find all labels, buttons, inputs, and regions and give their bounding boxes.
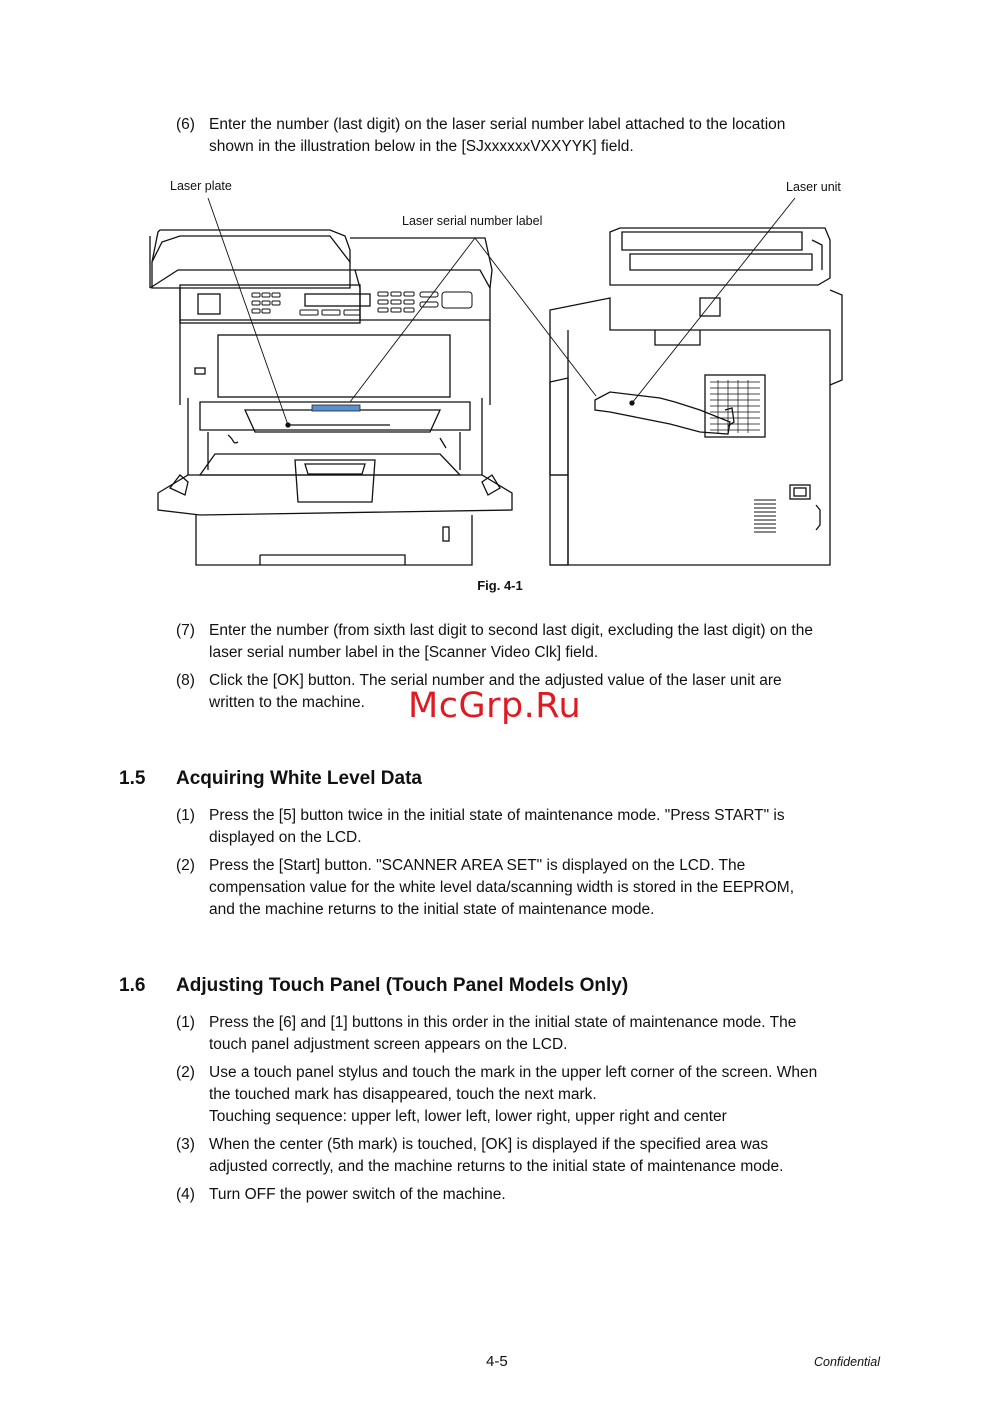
step-line: Press the [6] and [1] buttons in this order in the initial state of maintenance mode. The [209,1014,797,1031]
step-line: Use a touch panel stylus and touch the mark in the upper left corner of the screen. When [209,1064,818,1081]
step-line: laser serial number label in the [Scanner Video Clk] field. [209,644,599,661]
laser-plate-callout: Laser plate [170,179,232,193]
step-1-6-3 [176,1134,876,1178]
step-line: adjusted correctly, and the machine returns to the initial state of maintenance mode. [209,1158,784,1175]
step-number: (1) [176,807,195,824]
step-line: When the center (5th mark) is touched, [OK] is displayed if the specified area was [209,1136,769,1153]
step-line: Enter the number (last digit) on the laser serial number label attached to the location [209,116,786,133]
step-1-6-4 [176,1184,876,1206]
step-text [209,1184,876,1206]
step-text [209,114,876,158]
step-line: shown in the illustration below in the [SJxxxxxxVXXYYK] field. [209,138,634,155]
step-text [209,1062,876,1128]
step-line: Press the [5] button twice in the initial state of maintenance mode. "Press START" is [209,807,785,824]
step-number: (3) [176,1136,195,1153]
step-line: written to the machine. [209,694,365,711]
page-number: 4-5 [486,1353,508,1370]
front-view-machine [150,230,512,565]
step-line: compensation value for the white level data/scanning width is stored in the EEPROM, [209,879,795,896]
step-7 [176,620,876,664]
section-title: Acquiring White Level Data [176,768,422,789]
serial-label-callout: Laser serial number label [402,214,543,228]
step-line: touch panel adjustment screen appears on the LCD. [209,1036,568,1053]
step-1-5-2 [176,855,876,921]
step-1-5-1 [176,805,876,849]
section-title: Adjusting Touch Panel (Touch Panel Models Only) [176,975,629,996]
step-line: Press the [Start] button. "SCANNER AREA SET" is displayed on the LCD. The [209,857,746,874]
section-number: 1.6 [119,975,146,996]
step-1-6-1 [176,1012,876,1056]
step-line: Turn OFF the power switch of the machine. [209,1186,506,1203]
step-text [209,1134,876,1178]
figure-caption: Fig. 4-1 [477,578,523,593]
laser-serial-figure [140,170,860,600]
step-line: Enter the number (from sixth last digit to second last digit, excluding the last digit) on the [209,622,813,639]
step-number: (2) [176,857,195,874]
step-number: (6) [176,116,195,133]
confidential-label: Confidential [814,1355,881,1369]
section-number: 1.5 [119,768,146,789]
step-line: the touched mark has disappeared, touch the next mark. [209,1086,597,1103]
step-text [209,805,876,849]
step-line: Touching sequence: upper left, lower left, lower right, upper right and center [209,1108,727,1125]
step-number: (7) [176,622,195,639]
step-line: and the machine returns to the initial state of maintenance mode. [209,901,655,918]
step-number: (8) [176,672,195,689]
step-number: (4) [176,1186,195,1203]
side-view-machine [550,228,842,565]
step-text [209,855,876,921]
step-line: Click the [OK] button. The serial number and the adjusted value of the laser unit are [209,672,782,689]
step-6 [176,114,876,158]
step-1-6-2 [176,1062,876,1128]
laser-unit-callout: Laser unit [786,180,841,194]
step-text [209,620,876,664]
watermark: McGrp.Ru [408,686,582,726]
step-number: (2) [176,1064,195,1081]
step-text [209,1012,876,1056]
step-line: displayed on the LCD. [209,829,362,846]
step-number: (1) [176,1014,195,1031]
